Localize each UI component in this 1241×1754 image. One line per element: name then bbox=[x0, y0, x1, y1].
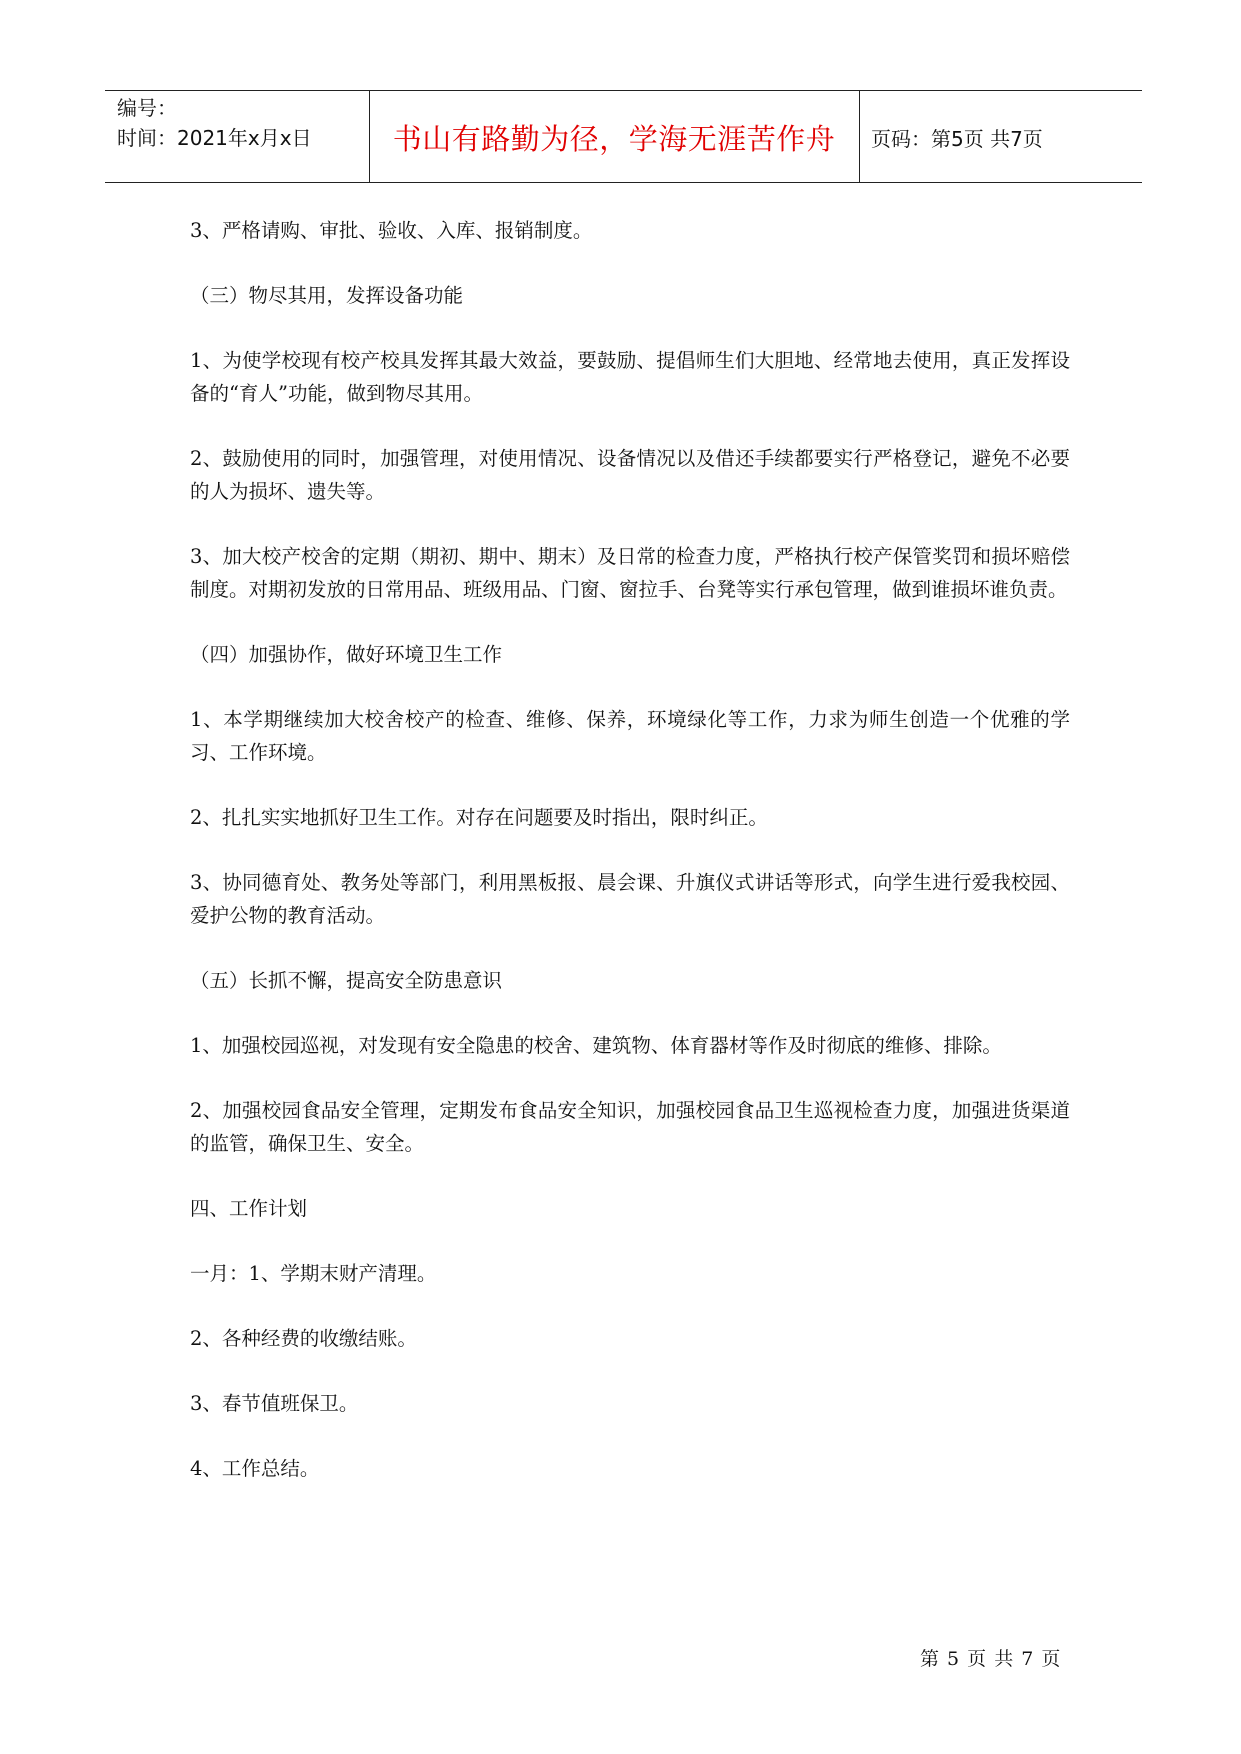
section-heading: （五）长抓不懈，提高安全防患意识 bbox=[190, 969, 503, 992]
document-number-label: 编号： bbox=[117, 96, 177, 120]
paragraph: 3、加大校产校舍的定期（期初、期中、期末）及日常的检查力度，严格执行校产保管奖罚和损坏赔偿制度。对期初发放的日常用品、班级用品、门窗、窗拉手、台凳等实行承包管理，做到谁损坏谁负责。 bbox=[190, 545, 1070, 601]
section-heading: （三）物尽其用，发挥设备功能 bbox=[190, 284, 464, 307]
header-motto: 书山有路勤为径，学海无涯苦作舟 bbox=[392, 122, 836, 156]
paragraph: 3、严格请购、审批、验收、入库、报销制度。 bbox=[190, 219, 593, 242]
list-item: 3、春节值班保卫。 bbox=[190, 1392, 359, 1415]
header-page-number: 页码：第5页 共7页 bbox=[871, 127, 1043, 151]
paragraph: 2、鼓励使用的同时，加强管理，对使用情况、设备情况以及借还手续都要实行严格登记，避免不必要的人为损坏、遗失等。 bbox=[190, 447, 1070, 503]
paragraph: 2、加强校园食品安全管理，定期发布食品安全知识，加强校园食品卫生巡视检查力度，加强进货渠道的监管，确保卫生、安全。 bbox=[190, 1099, 1070, 1155]
paragraph: 1、本学期继续加大校舍校产的检查、维修、保养，环境绿化等工作，力求为师生创造一个优雅的学习、工作环境。 bbox=[190, 708, 1070, 764]
paragraph: 2、扎扎实实地抓好卫生工作。对存在问题要及时指出，限时纠正。 bbox=[190, 806, 768, 829]
header-meta bbox=[117, 93, 312, 153]
page-header bbox=[105, 90, 1142, 183]
header-divider-right bbox=[859, 91, 860, 182]
section-heading: （四）加强协作，做好环境卫生工作 bbox=[190, 643, 503, 666]
list-item: 一月：1、学期末财产清理。 bbox=[190, 1262, 437, 1285]
document-body bbox=[190, 214, 1070, 1517]
paragraph: 1、为使学校现有校产校具发挥其最大效益，要鼓励、提倡师生们大胆地、经常地去使用，真正发挥设备的“育人”功能，做到物尽其用。 bbox=[190, 349, 1070, 405]
paragraph: 3、协同德育处、教务处等部门，利用黑板报、晨会课、升旗仪式讲话等形式，向学生进行爱我校园、爱护公物的教育活动。 bbox=[190, 871, 1070, 927]
list-item: 2、各种经费的收缴结账。 bbox=[190, 1327, 417, 1350]
document-time-label: 时间：2021年x月x日 bbox=[117, 126, 312, 150]
section-heading: 四、工作计划 bbox=[190, 1197, 308, 1220]
list-item: 4、工作总结。 bbox=[190, 1457, 320, 1480]
page-footer: 第 5 页 共 7 页 bbox=[920, 1648, 1062, 1670]
paragraph: 1、加强校园巡视，对发现有安全隐患的校舍、建筑物、体育器材等作及时彻底的维修、排除。 bbox=[190, 1034, 1002, 1057]
